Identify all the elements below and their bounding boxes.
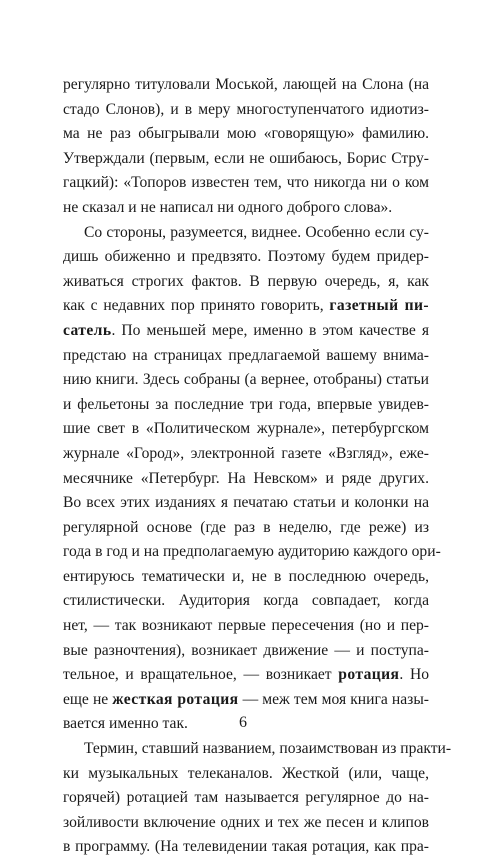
text-line bbox=[63, 762, 429, 787]
text-run: тельное, и вращательное, — возникает bbox=[63, 666, 339, 684]
text-run: вые разночтения), возникает движение — и поступа- bbox=[63, 641, 429, 659]
text-line bbox=[63, 540, 441, 565]
text-run: года в год и на предполагаемую аудиторию каждого ори- bbox=[63, 543, 441, 561]
text-line bbox=[63, 245, 429, 270]
text-line bbox=[63, 663, 429, 688]
text-line bbox=[63, 639, 429, 664]
text-run: шие свет в «Политическом журнале», петербургском bbox=[63, 420, 429, 438]
text-run: дишь обиженно и предвзято. Поэтому будем придер- bbox=[63, 248, 429, 266]
text-run: — меж тем моя книга назы- bbox=[238, 690, 429, 708]
text-line bbox=[63, 688, 429, 713]
text-line bbox=[63, 122, 429, 147]
text-run: регулярно титуловали Моськой, лающей на Слона (на bbox=[63, 76, 429, 93]
text-run: нет, — так возникают первые пересечения (но и пер- bbox=[63, 617, 429, 635]
text-line bbox=[63, 98, 429, 123]
text-run: вается именно так. bbox=[63, 715, 188, 733]
text-line bbox=[63, 786, 429, 811]
text-line bbox=[63, 589, 429, 614]
text-run: Термин, ставший названием, позаимствован из практи- bbox=[84, 740, 452, 758]
text-run: Во всех этих изданиях я печатаю статьи и колонки на bbox=[63, 494, 429, 512]
text-line bbox=[63, 196, 429, 221]
text-run: журнале «Город», электронной газете «Взгляд», еже- bbox=[63, 444, 429, 462]
text-line bbox=[63, 344, 429, 369]
text-line bbox=[63, 614, 429, 639]
text-run: ки музыкальных телеканалов. Жесткой (или, чаще, bbox=[63, 764, 429, 782]
text-line bbox=[63, 147, 429, 172]
bold-term: газетный пи- bbox=[329, 297, 430, 315]
text-line bbox=[63, 811, 429, 836]
text-line bbox=[63, 737, 452, 762]
text-run: нию книги. Здесь собраны (а вернее, отобраны) статьи bbox=[63, 371, 429, 389]
text-run: еще не bbox=[63, 690, 113, 708]
text-line bbox=[63, 368, 429, 393]
body-text bbox=[63, 73, 452, 860]
text-run: и фельетоны за последние три года, впервые увидев- bbox=[63, 395, 429, 413]
bold-term: жесткая ротация bbox=[112, 690, 239, 708]
page-number: 6 bbox=[239, 714, 247, 731]
text-line bbox=[63, 294, 429, 319]
text-line bbox=[63, 221, 429, 246]
text-line bbox=[63, 417, 429, 442]
bold-term: ротация bbox=[338, 666, 400, 684]
bold-term: сатель bbox=[63, 321, 112, 339]
text-run: Со стороны, разумеется, виднее. Особенно если су- bbox=[84, 223, 429, 241]
text-line bbox=[63, 467, 429, 492]
text-line bbox=[63, 442, 429, 467]
text-line bbox=[63, 516, 429, 541]
text-line bbox=[63, 171, 429, 196]
text-run: живаться строгих фактов. В первую очередь, я, как bbox=[63, 272, 429, 290]
text-run: как с недавних пор принято говорить, bbox=[63, 297, 330, 315]
text-run: в программу. (На телевидении такая ротация, как пра- bbox=[63, 838, 429, 856]
text-run: регулярной основе (где раз в неделю, где реже) из bbox=[63, 518, 429, 536]
text-run: гацкий): «Топоров известен тем, что никогда ни о ком bbox=[63, 174, 429, 192]
text-line bbox=[63, 835, 429, 860]
text-line bbox=[63, 73, 429, 98]
text-run: горячей) ротацией там называется регулярное до на- bbox=[63, 789, 429, 807]
text-line bbox=[63, 393, 429, 418]
text-run: не сказал и не написал ни одного доброго слова». bbox=[63, 198, 393, 216]
text-line bbox=[63, 565, 429, 590]
text-line bbox=[63, 270, 429, 295]
text-run: стадо Слонов), и в меру многоступенчатого идиотиз- bbox=[63, 100, 429, 118]
text-run: зойливости включение одних и тех же песен и клипов bbox=[63, 813, 429, 831]
text-run: ма не раз обыгрывали мою «говорящую» фамилию. bbox=[63, 125, 429, 143]
text-run: Утверждали (первым, если не ошибаюсь, Борис Стру- bbox=[63, 149, 429, 167]
text-line bbox=[63, 319, 429, 344]
text-run: месячнике «Петербург. На Невском» и ряде других. bbox=[63, 469, 429, 487]
text-run: . Но bbox=[399, 666, 429, 684]
text-run: предстаю на страницах предлагаемой вашему внима- bbox=[63, 346, 429, 364]
text-run: ентируюсь тематически и, не в последнюю очередь, bbox=[63, 567, 429, 585]
text-run: стилистически. Аудитория когда совпадает, когда bbox=[63, 592, 429, 610]
text-line bbox=[63, 491, 429, 516]
text-run: . По меньшей мере, именно в этом качестве я bbox=[111, 321, 429, 339]
